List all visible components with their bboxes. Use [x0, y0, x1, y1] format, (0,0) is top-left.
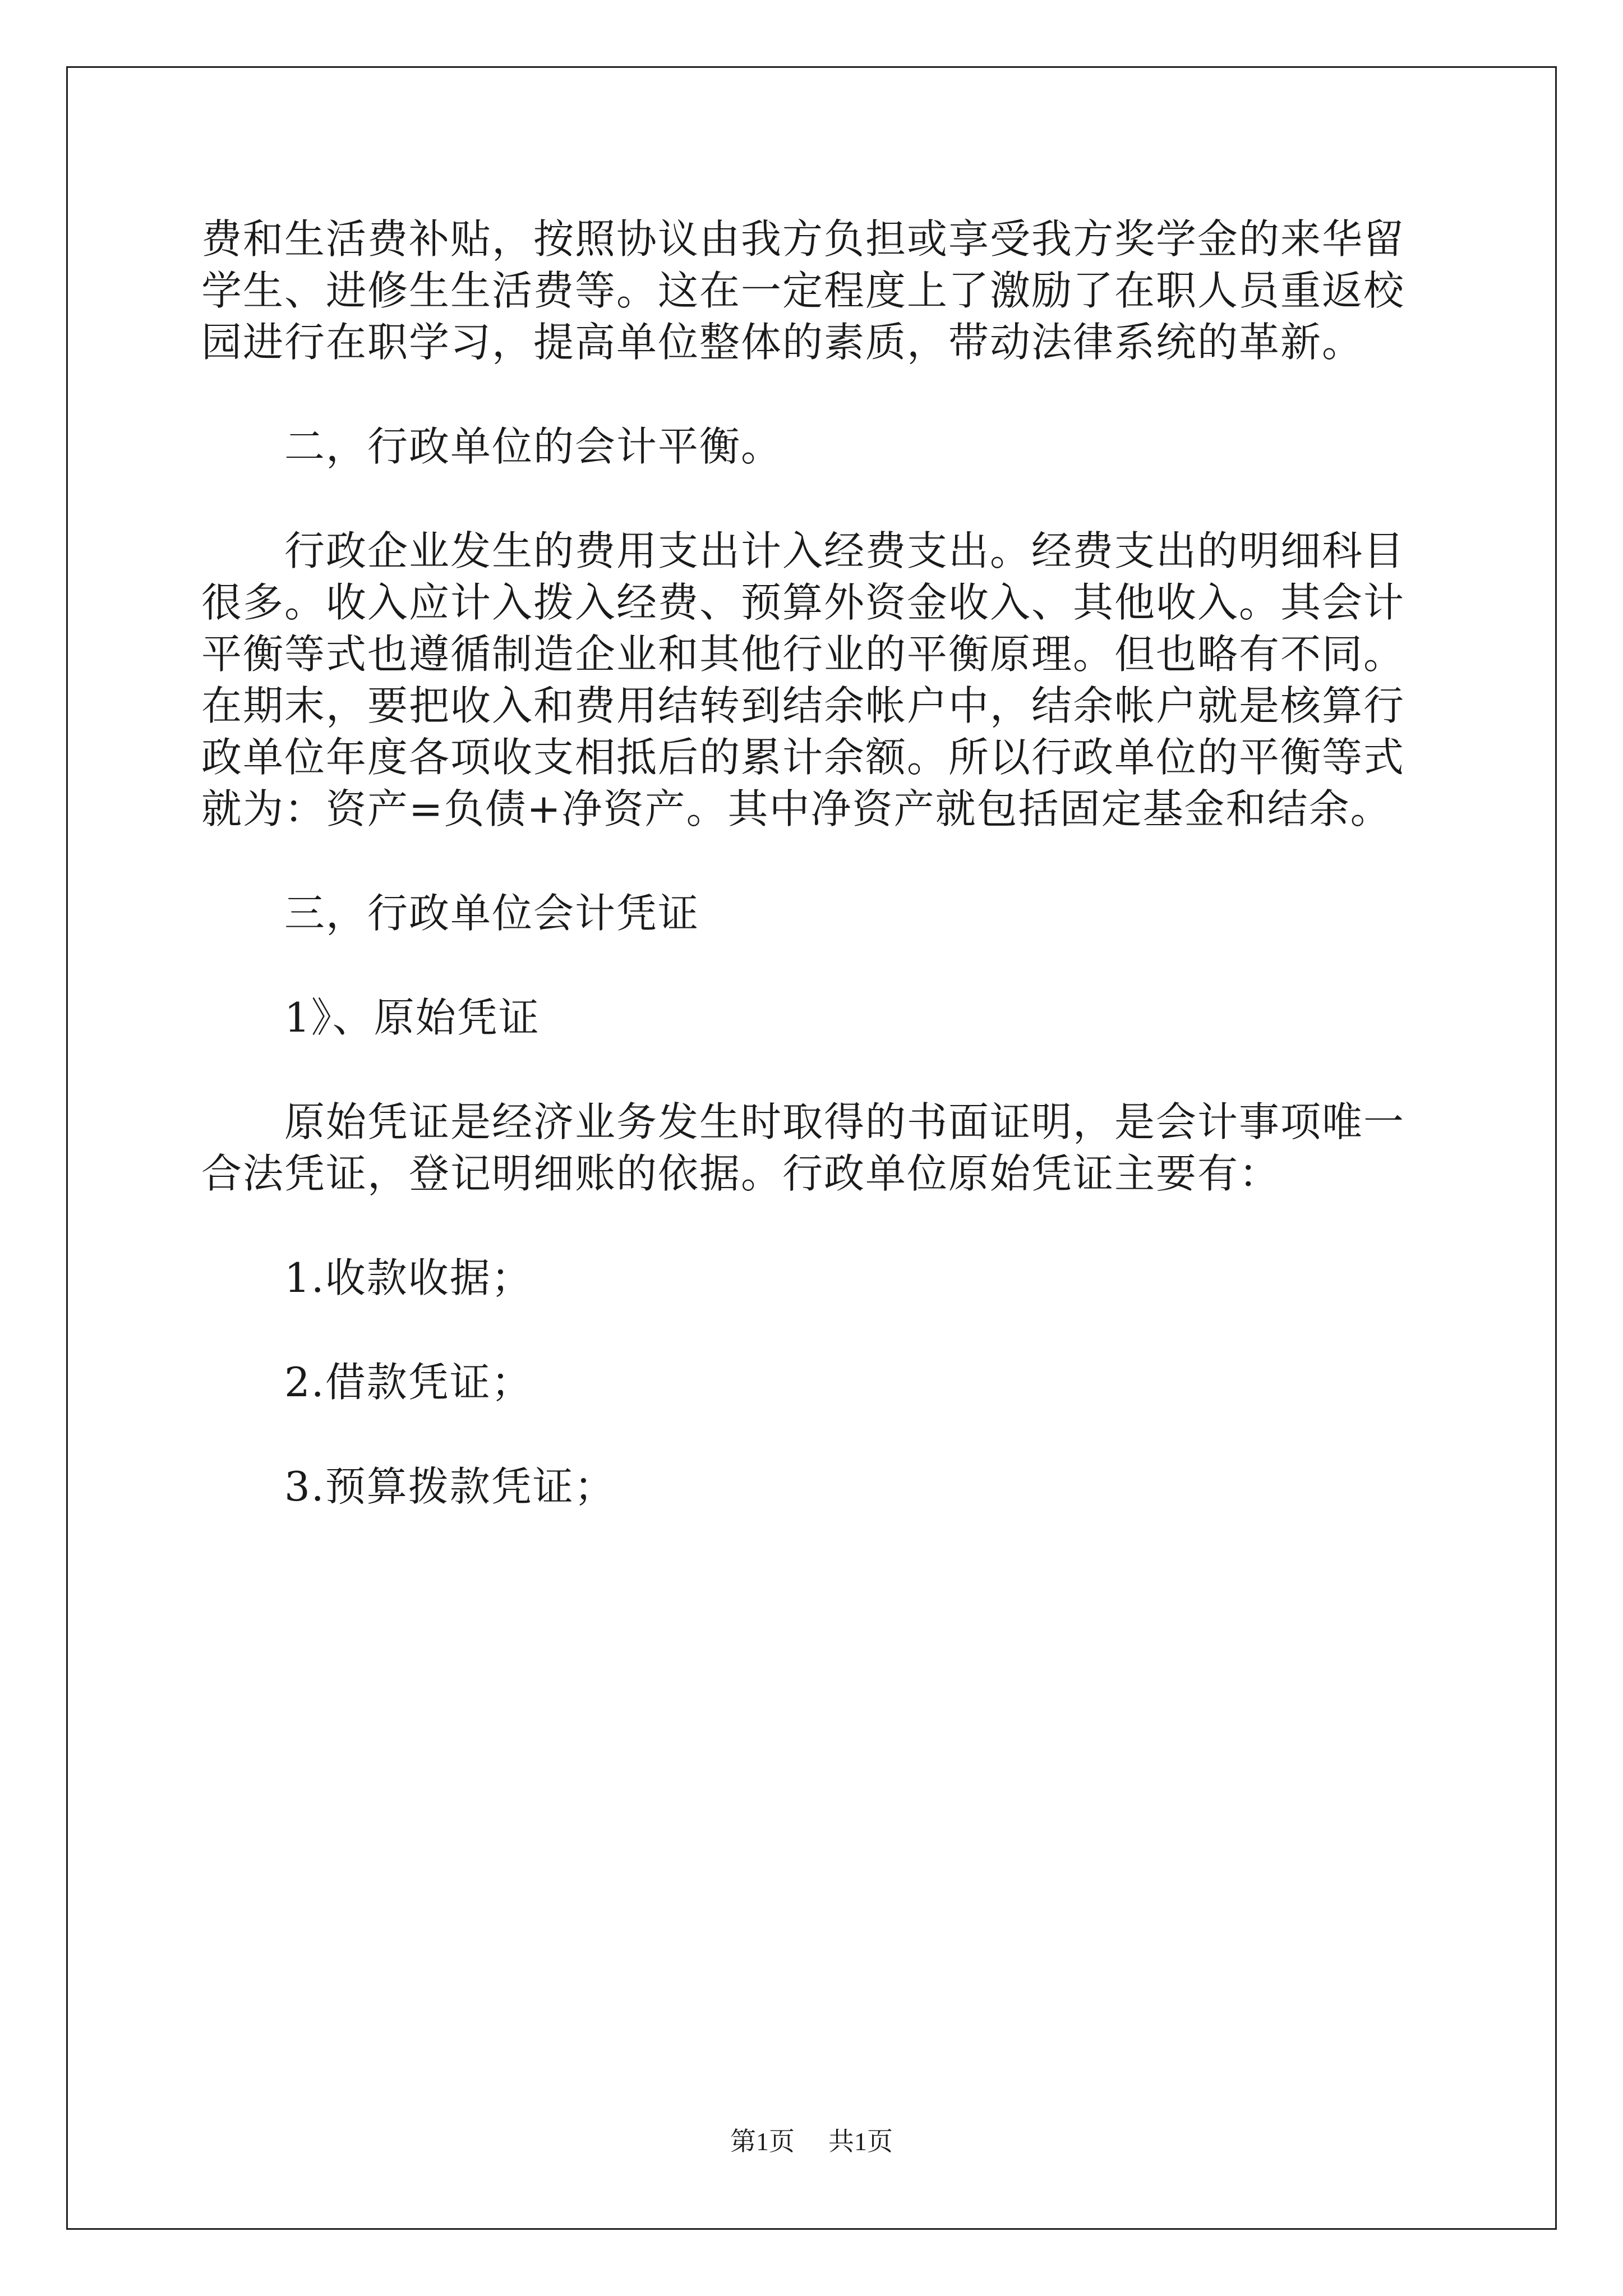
paragraph: 原始凭证是经济业务发生时取得的书面证明，是会计事项唯一合法凭证，登记明细账的依据。行政单位原始凭证主要有： [201, 1098, 1405, 1197]
section-heading: 三，行政单位会计凭证 [201, 890, 700, 937]
list-item: 3.预算拨款凭证； [201, 1463, 616, 1510]
subsection-heading: 1》、原始凭证 [201, 994, 540, 1041]
section-heading: 二，行政单位的会计平衡。 [201, 423, 783, 470]
page-number: 第1页 [730, 2127, 795, 2156]
list-item: 1.收款收据； [201, 1254, 533, 1301]
paragraph: 费和生活费补贴，按照协议由我方负担或享受我方奖学金的来华留学生、进修生生活费等。这在一定程度上了激励了在职人员重返校园进行在职学习，提高单位整体的素质，带动法律系统的革新。 [201, 215, 1405, 366]
document-body [201, 213, 1441, 1565]
list-item: 2.借款凭证； [201, 1359, 533, 1406]
paragraph: 行政企业发生的费用支出计入经费支出。经费支出的明细科目很多。收入应计入拨入经费、预算外资金收入、其他收入。其会计平衡等式也遵循制造企业和其他行业的平衡原理。但也略有不同。在期末，要把收入和费用结转到结余帐户中，结余帐户就是核算行政单位年度各项收支相抵后的累计余额。所以行政单位的平衡等式就为：资产=负债+净资产。其中净资产就包括固定基金和结余。 [201, 527, 1405, 832]
page-total: 共1页 [828, 2127, 893, 2156]
page-footer [0, 2125, 1623, 2159]
